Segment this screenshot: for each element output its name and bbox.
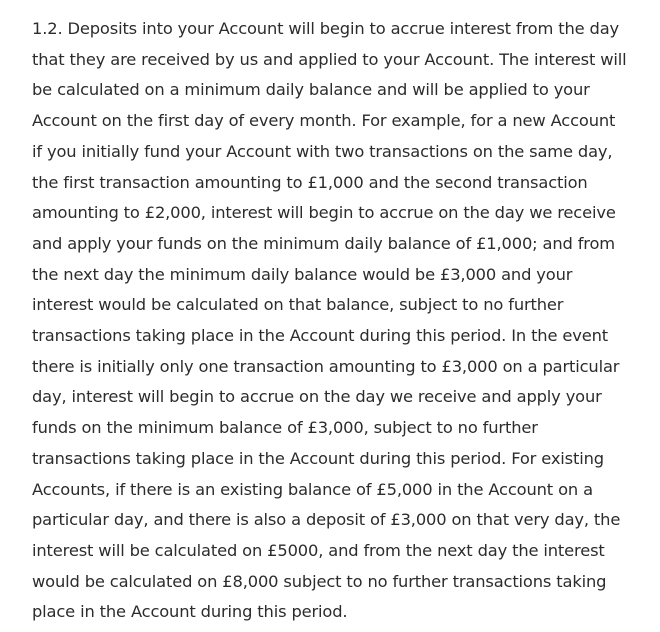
paragraph-line: interest will be calculated on £5000, and from the next day the interest: [32, 540, 605, 560]
paragraph-line: place in the Account during this period.: [32, 602, 348, 622]
paragraph-line: funds on the minimum balance of £3,000, subject to no further: [32, 418, 538, 438]
paragraph-line: Accounts, if there is an existing balance of £5,000 in the Account on a: [32, 479, 593, 499]
paragraph-line: if you initially fund your Account with two transactions on the same day,: [32, 141, 613, 161]
paragraph-line: and apply your funds on the minimum daily balance of £1,000; and from: [32, 233, 616, 253]
paragraph-line: amounting to £2,000, interest will begin to accrue on the day we receive: [32, 203, 616, 223]
paragraph-line: interest would be calculated on that balance, subject to no further: [32, 295, 564, 315]
paragraph-line: particular day, and there is also a deposit of £3,000 on that very day, the: [32, 510, 621, 530]
paragraph-line: the next day the minimum daily balance would be £3,000 and your: [32, 264, 573, 284]
paragraph-line: transactions taking place in the Account during this period. For existing: [32, 448, 604, 468]
clause-paragraph: [32, 14, 632, 628]
paragraph-line: would be calculated on £8,000 subject to no further transactions taking: [32, 571, 607, 591]
paragraph-line: be calculated on a minimum daily balance and will be applied to your: [32, 80, 590, 100]
paragraph-line: transactions taking place in the Account during this period. In the event: [32, 326, 608, 346]
paragraph-line: Account on the first day of every month. For example, for a new Account: [32, 111, 616, 131]
paragraph-line: that they are received by us and applied to your Account. The interest will: [32, 49, 627, 69]
paragraph-line: there is initially only one transaction amounting to £3,000 on a particular: [32, 356, 620, 376]
paragraph-line: 1.2. Deposits into your Account will begin to accrue interest from the day: [32, 19, 620, 38]
paragraph-line: the first transaction amounting to £1,000 and the second transaction: [32, 172, 588, 192]
paragraph-line: day, interest will begin to accrue on the day we receive and apply your: [32, 387, 602, 407]
